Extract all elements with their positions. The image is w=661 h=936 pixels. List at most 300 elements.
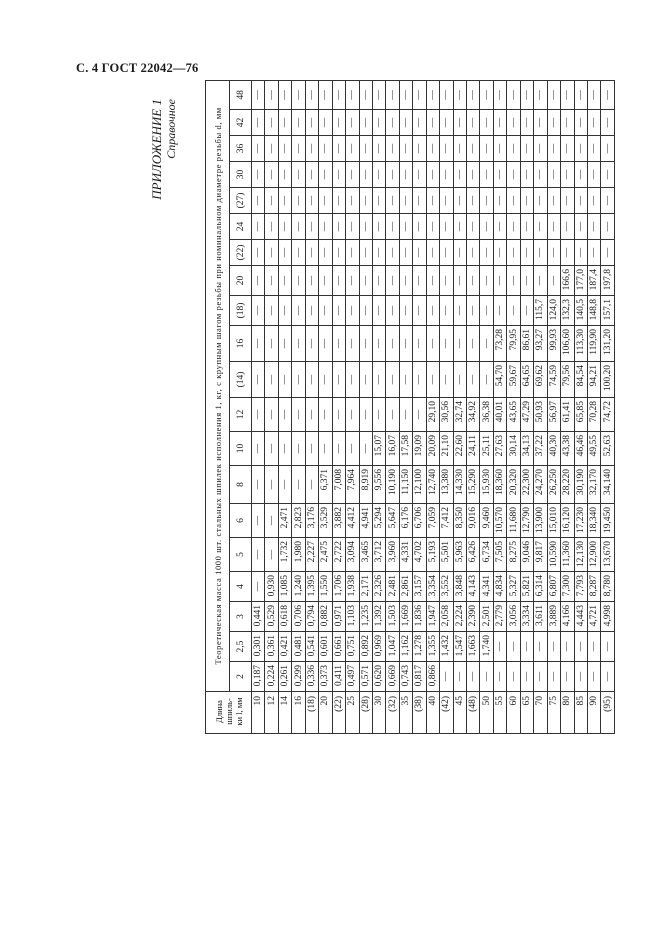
mass-cell: 1,732 bbox=[278, 538, 291, 572]
mass-cell: — bbox=[440, 80, 453, 109]
mass-cell: 0,620 bbox=[372, 662, 385, 692]
mass-cell: — bbox=[292, 188, 305, 214]
mass-cell: — bbox=[292, 466, 305, 504]
mass-cell: — bbox=[305, 296, 318, 326]
diameter-header: 4 bbox=[230, 572, 252, 602]
mass-cell: 1,235 bbox=[359, 602, 372, 632]
mass-cell: — bbox=[520, 266, 533, 296]
length-cell: (32) bbox=[386, 692, 399, 734]
mass-cell: 0,601 bbox=[319, 632, 332, 662]
appendix-subtitle: Справочное bbox=[164, 99, 178, 159]
mass-cell: — bbox=[453, 240, 466, 266]
mass-cell: — bbox=[332, 162, 345, 188]
table-row bbox=[426, 80, 439, 733]
mass-cell: — bbox=[332, 398, 345, 432]
mass-cell: 4,721 bbox=[587, 602, 600, 632]
appendix-heading bbox=[150, 99, 178, 339]
mass-cell: — bbox=[359, 296, 372, 326]
mass-cell: — bbox=[480, 136, 493, 162]
mass-cell: — bbox=[305, 188, 318, 214]
mass-cell: 11,150 bbox=[399, 466, 412, 504]
mass-cell: 1,547 bbox=[453, 632, 466, 662]
mass-cell: — bbox=[413, 240, 426, 266]
mass-span-header: Теоретическая масса 1000 шт. стальных шпилек исполнения 1, кг, с крупным шагом резьбы при номинальном диаметре резьбы d, мм bbox=[206, 80, 230, 691]
corner-line-3: ки l, мм bbox=[233, 697, 244, 726]
mass-cell: 0,751 bbox=[346, 632, 359, 662]
mass-cell: 14,330 bbox=[453, 466, 466, 504]
mass-cell: 6,314 bbox=[534, 572, 547, 602]
mass-cell: — bbox=[574, 632, 587, 662]
mass-cell: — bbox=[319, 214, 332, 240]
mass-cell: — bbox=[493, 266, 506, 296]
mass-cell: — bbox=[252, 162, 265, 188]
mass-cell: — bbox=[440, 296, 453, 326]
mass-cell: 1,103 bbox=[346, 602, 359, 632]
mass-cell: — bbox=[547, 214, 560, 240]
table-row bbox=[346, 80, 359, 733]
mass-cell: — bbox=[413, 136, 426, 162]
mass-cell: 30,190 bbox=[574, 466, 587, 504]
diameter-header: 12 bbox=[230, 398, 252, 432]
mass-cell: — bbox=[440, 326, 453, 362]
mass-cell: 0,743 bbox=[399, 662, 412, 692]
mass-cell: — bbox=[413, 80, 426, 109]
mass-cell: — bbox=[292, 432, 305, 466]
mass-cell: — bbox=[574, 240, 587, 266]
mass-cell: 157,1 bbox=[601, 296, 615, 326]
mass-cell: — bbox=[265, 188, 278, 214]
mass-cell: — bbox=[467, 188, 480, 214]
mass-cell: 1,663 bbox=[467, 632, 480, 662]
length-cell: 25 bbox=[346, 692, 359, 734]
mass-cell: 0,882 bbox=[319, 602, 332, 632]
mass-cell: — bbox=[386, 362, 399, 398]
mass-cell: 93,27 bbox=[534, 326, 547, 362]
table-row bbox=[413, 80, 426, 733]
mass-cell: 22,300 bbox=[520, 466, 533, 504]
mass-cell: — bbox=[386, 80, 399, 109]
mass-cell: 2,471 bbox=[278, 504, 291, 538]
mass-cell: — bbox=[399, 214, 412, 240]
mass-cell: 19,450 bbox=[601, 504, 615, 538]
mass-cell: — bbox=[561, 162, 574, 188]
mass-cell: — bbox=[493, 662, 506, 692]
mass-cell: — bbox=[493, 162, 506, 188]
mass-cell: 32,74 bbox=[453, 398, 466, 432]
mass-cell: — bbox=[587, 162, 600, 188]
mass-cell: — bbox=[399, 136, 412, 162]
mass-cell: — bbox=[413, 326, 426, 362]
mass-cell: — bbox=[453, 296, 466, 326]
mass-cell: — bbox=[399, 266, 412, 296]
mass-cell: — bbox=[440, 662, 453, 692]
mass-cell: — bbox=[278, 240, 291, 266]
diameter-header: 36 bbox=[230, 136, 252, 162]
mass-cell: — bbox=[587, 662, 600, 692]
mass-cell: 0,187 bbox=[252, 662, 265, 692]
mass-cell: 11,680 bbox=[507, 504, 520, 538]
mass-cell: — bbox=[399, 296, 412, 326]
mass-cell: — bbox=[278, 398, 291, 432]
mass-cell: 12,900 bbox=[587, 538, 600, 572]
mass-cell: 3,465 bbox=[359, 538, 372, 572]
mass-cell: — bbox=[346, 432, 359, 466]
mass-cell: 34,140 bbox=[601, 466, 615, 504]
diameter-header-row bbox=[230, 80, 252, 733]
mass-cell: 19,09 bbox=[413, 432, 426, 466]
mass-cell: — bbox=[520, 296, 533, 326]
mass-cell: — bbox=[265, 398, 278, 432]
table-row bbox=[467, 80, 480, 733]
mass-cell: 1,085 bbox=[278, 572, 291, 602]
length-cell: 85 bbox=[574, 692, 587, 734]
diameter-header: 2 bbox=[230, 662, 252, 692]
mass-cell: — bbox=[453, 136, 466, 162]
table-row bbox=[372, 80, 385, 733]
mass-cell: — bbox=[440, 362, 453, 398]
mass-cell: — bbox=[292, 398, 305, 432]
mass-cell: — bbox=[359, 80, 372, 109]
mass-cell: — bbox=[467, 214, 480, 240]
mass-cell: — bbox=[265, 432, 278, 466]
mass-cell: — bbox=[413, 398, 426, 432]
mass-cell: 21,10 bbox=[440, 432, 453, 466]
diameter-header: (22) bbox=[230, 240, 252, 266]
mass-cell: 74,59 bbox=[547, 362, 560, 398]
mass-cell: 16,120 bbox=[561, 504, 574, 538]
mass-cell: — bbox=[372, 326, 385, 362]
mass-cell: — bbox=[453, 266, 466, 296]
mass-cell: — bbox=[278, 162, 291, 188]
mass-cell: — bbox=[480, 188, 493, 214]
mass-cell: — bbox=[520, 240, 533, 266]
mass-cell: 1,355 bbox=[426, 632, 439, 662]
mass-cell: — bbox=[480, 214, 493, 240]
mass-cell: — bbox=[601, 214, 615, 240]
mass-cell: — bbox=[278, 432, 291, 466]
mass-cell: — bbox=[520, 188, 533, 214]
mass-cell: — bbox=[426, 136, 439, 162]
mass-cell: 8,919 bbox=[359, 466, 372, 504]
mass-cell: — bbox=[601, 136, 615, 162]
mass-cell: 1,740 bbox=[480, 632, 493, 662]
mass-cell: — bbox=[467, 162, 480, 188]
mass-cell: 11,360 bbox=[561, 538, 574, 572]
mass-table bbox=[205, 80, 615, 734]
length-cell: 30 bbox=[372, 692, 385, 734]
mass-cell: — bbox=[265, 214, 278, 240]
mass-cell: — bbox=[480, 362, 493, 398]
mass-cell: 32,170 bbox=[587, 466, 600, 504]
mass-cell: — bbox=[332, 362, 345, 398]
mass-cell: — bbox=[372, 162, 385, 188]
mass-cell: — bbox=[252, 504, 265, 538]
mass-cell: 3,611 bbox=[534, 602, 547, 632]
mass-cell: — bbox=[359, 110, 372, 136]
mass-cell: 0,361 bbox=[265, 632, 278, 662]
mass-cell: — bbox=[359, 214, 372, 240]
mass-cell: — bbox=[467, 266, 480, 296]
mass-cell: — bbox=[561, 136, 574, 162]
rotated-table-block bbox=[150, 92, 615, 734]
mass-cell: 37,22 bbox=[534, 432, 547, 466]
mass-cell: — bbox=[265, 162, 278, 188]
mass-cell: — bbox=[413, 188, 426, 214]
diameter-header: (18) bbox=[230, 296, 252, 326]
mass-cell: 56,97 bbox=[547, 398, 560, 432]
mass-cell: 0,529 bbox=[265, 602, 278, 632]
mass-cell: 2,227 bbox=[305, 538, 318, 572]
mass-cell: — bbox=[359, 188, 372, 214]
mass-cell: 1,395 bbox=[305, 572, 318, 602]
mass-cell: — bbox=[386, 240, 399, 266]
table-row bbox=[480, 80, 493, 733]
mass-cell: 34,13 bbox=[520, 432, 533, 466]
table-row bbox=[292, 80, 305, 733]
mass-cell: — bbox=[359, 240, 372, 266]
mass-cell: — bbox=[319, 432, 332, 466]
mass-cell: — bbox=[252, 326, 265, 362]
length-cell: (48) bbox=[467, 692, 480, 734]
mass-cell: — bbox=[534, 240, 547, 266]
mass-cell: 49,55 bbox=[587, 432, 600, 466]
mass-cell: 70,28 bbox=[587, 398, 600, 432]
mass-cell: 113,30 bbox=[574, 326, 587, 362]
mass-cell: 8,275 bbox=[507, 538, 520, 572]
mass-cell: — bbox=[386, 162, 399, 188]
mass-cell: 1,938 bbox=[346, 572, 359, 602]
diameter-header: 3 bbox=[230, 602, 252, 632]
mass-cell: 40,01 bbox=[493, 398, 506, 432]
mass-cell: 1,278 bbox=[413, 632, 426, 662]
mass-cell: — bbox=[467, 326, 480, 362]
mass-cell: 0,497 bbox=[346, 662, 359, 692]
mass-cell: 12,100 bbox=[413, 466, 426, 504]
mass-cell: 3,889 bbox=[547, 602, 560, 632]
mass-cell: — bbox=[426, 162, 439, 188]
mass-cell: — bbox=[319, 362, 332, 398]
mass-cell: 28,220 bbox=[561, 466, 574, 504]
mass-cell: 4,341 bbox=[480, 572, 493, 602]
mass-cell: — bbox=[265, 136, 278, 162]
mass-cell: 15,290 bbox=[467, 466, 480, 504]
mass-cell: — bbox=[413, 162, 426, 188]
mass-cell: 3,712 bbox=[372, 538, 385, 572]
mass-cell: — bbox=[292, 296, 305, 326]
mass-cell: 7,300 bbox=[561, 572, 574, 602]
mass-cell: 2,861 bbox=[399, 572, 412, 602]
mass-cell: 86,61 bbox=[520, 326, 533, 362]
table-row bbox=[265, 80, 278, 733]
mass-cell: — bbox=[359, 362, 372, 398]
length-cell: 55 bbox=[493, 692, 506, 734]
mass-cell: — bbox=[372, 80, 385, 109]
mass-cell: — bbox=[587, 632, 600, 662]
mass-cell: — bbox=[346, 240, 359, 266]
table-row bbox=[359, 80, 372, 733]
mass-cell: — bbox=[346, 326, 359, 362]
mass-cell: — bbox=[507, 188, 520, 214]
mass-cell: 16,07 bbox=[386, 432, 399, 466]
mass-cell: 30,56 bbox=[440, 398, 453, 432]
mass-cell: — bbox=[507, 662, 520, 692]
mass-cell: 6,807 bbox=[547, 572, 560, 602]
mass-cell: 1,669 bbox=[399, 602, 412, 632]
mass-cell: — bbox=[265, 326, 278, 362]
mass-cell: 1,706 bbox=[332, 572, 345, 602]
mass-cell: — bbox=[346, 162, 359, 188]
mass-cell: 84,54 bbox=[574, 362, 587, 398]
mass-cell: 20,09 bbox=[426, 432, 439, 466]
page-header: С. 4 ГОСТ 22042—76 bbox=[76, 61, 199, 75]
table-row bbox=[305, 80, 318, 733]
mass-cell: 1,503 bbox=[386, 602, 399, 632]
mass-cell: — bbox=[426, 80, 439, 109]
mass-cell: — bbox=[278, 188, 291, 214]
mass-cell: 2,722 bbox=[332, 538, 345, 572]
mass-cell: 119,90 bbox=[587, 326, 600, 362]
mass-cell: — bbox=[520, 136, 533, 162]
mass-cell: — bbox=[252, 538, 265, 572]
mass-cell: — bbox=[386, 110, 399, 136]
mass-cell: 0,892 bbox=[359, 632, 372, 662]
mass-cell: 106,60 bbox=[561, 326, 574, 362]
mass-cell: — bbox=[265, 538, 278, 572]
mass-cell: 0,301 bbox=[252, 632, 265, 662]
mass-cell: 61,41 bbox=[561, 398, 574, 432]
mass-cell: — bbox=[547, 240, 560, 266]
mass-cell: 69,62 bbox=[534, 362, 547, 398]
mass-cell: — bbox=[440, 214, 453, 240]
mass-cell: — bbox=[332, 110, 345, 136]
mass-cell: — bbox=[561, 662, 574, 692]
mass-cell: — bbox=[305, 136, 318, 162]
mass-cell: — bbox=[587, 214, 600, 240]
mass-cell: — bbox=[292, 80, 305, 109]
mass-cell: — bbox=[278, 110, 291, 136]
mass-cell: — bbox=[426, 266, 439, 296]
diameter-header: 20 bbox=[230, 266, 252, 296]
mass-cell: — bbox=[493, 110, 506, 136]
mass-cell: — bbox=[467, 296, 480, 326]
mass-cell: — bbox=[574, 162, 587, 188]
mass-cell: 26,250 bbox=[547, 466, 560, 504]
mass-cell: — bbox=[332, 240, 345, 266]
mass-cell: 187,4 bbox=[587, 266, 600, 296]
mass-cell: — bbox=[332, 80, 345, 109]
table-row bbox=[507, 80, 520, 733]
mass-cell: 74,72 bbox=[601, 398, 615, 432]
mass-cell: 2,823 bbox=[292, 504, 305, 538]
mass-cell: — bbox=[453, 188, 466, 214]
length-cell: 16 bbox=[292, 692, 305, 734]
mass-cell: — bbox=[292, 214, 305, 240]
corner-line-1: Длина bbox=[213, 700, 224, 723]
length-cell: 80 bbox=[561, 692, 574, 734]
mass-cell: 9,556 bbox=[372, 466, 385, 504]
mass-cell: — bbox=[399, 362, 412, 398]
mass-cell: — bbox=[372, 136, 385, 162]
mass-cell: — bbox=[372, 296, 385, 326]
mass-cell: — bbox=[426, 214, 439, 240]
mass-cell: 5,193 bbox=[426, 538, 439, 572]
mass-cell: 0,373 bbox=[319, 662, 332, 692]
mass-cell: — bbox=[547, 188, 560, 214]
mass-cell: 64,65 bbox=[520, 362, 533, 398]
mass-cell: 65,85 bbox=[574, 398, 587, 432]
mass-cell: — bbox=[534, 632, 547, 662]
mass-cell: 0,794 bbox=[305, 602, 318, 632]
table-row bbox=[252, 80, 265, 733]
mass-cell: 124,0 bbox=[547, 296, 560, 326]
mass-cell: 0,618 bbox=[278, 602, 291, 632]
mass-cell: 5,821 bbox=[520, 572, 533, 602]
mass-cell: 0,541 bbox=[305, 632, 318, 662]
table-row bbox=[547, 80, 560, 733]
mass-cell: — bbox=[386, 296, 399, 326]
mass-cell: 3,960 bbox=[386, 538, 399, 572]
mass-cell: 5,501 bbox=[440, 538, 453, 572]
mass-cell: — bbox=[252, 466, 265, 504]
length-cell: 75 bbox=[547, 692, 560, 734]
mass-cell: 2,171 bbox=[359, 572, 372, 602]
mass-cell: — bbox=[359, 326, 372, 362]
mass-cell: — bbox=[319, 240, 332, 266]
mass-cell: — bbox=[587, 136, 600, 162]
length-cell: 50 bbox=[480, 692, 493, 734]
mass-cell: 7,412 bbox=[440, 504, 453, 538]
mass-cell: — bbox=[305, 214, 318, 240]
mass-cell: — bbox=[332, 326, 345, 362]
length-cell: (38) bbox=[413, 692, 426, 734]
mass-cell: — bbox=[386, 398, 399, 432]
mass-cell: 0,571 bbox=[359, 662, 372, 692]
mass-cell: — bbox=[547, 632, 560, 662]
length-cell: 90 bbox=[587, 692, 600, 734]
mass-cell: 8,350 bbox=[453, 504, 466, 538]
mass-cell: — bbox=[278, 214, 291, 240]
mass-cell: — bbox=[278, 326, 291, 362]
mass-cell: — bbox=[574, 110, 587, 136]
mass-cell: 3,056 bbox=[507, 602, 520, 632]
mass-cell: — bbox=[305, 266, 318, 296]
mass-cell: — bbox=[346, 398, 359, 432]
mass-cell: 12,790 bbox=[520, 504, 533, 538]
mass-cell: — bbox=[561, 110, 574, 136]
mass-cell: — bbox=[305, 398, 318, 432]
mass-cell: — bbox=[467, 362, 480, 398]
mass-cell: — bbox=[601, 240, 615, 266]
diameter-header: 10 bbox=[230, 432, 252, 466]
mass-cell: — bbox=[561, 214, 574, 240]
mass-cell: — bbox=[305, 240, 318, 266]
mass-cell: — bbox=[346, 266, 359, 296]
mass-cell: 6,734 bbox=[480, 538, 493, 572]
mass-cell: 3,552 bbox=[440, 572, 453, 602]
mass-cell: — bbox=[332, 188, 345, 214]
mass-cell: — bbox=[426, 326, 439, 362]
mass-cell: 0,481 bbox=[292, 632, 305, 662]
mass-cell: — bbox=[453, 362, 466, 398]
mass-cell: — bbox=[265, 466, 278, 504]
mass-cell: — bbox=[305, 466, 318, 504]
mass-cell: 4,412 bbox=[346, 504, 359, 538]
mass-cell: 5,647 bbox=[386, 504, 399, 538]
mass-cell: — bbox=[265, 266, 278, 296]
mass-cell: 0,421 bbox=[278, 632, 291, 662]
diameter-header: (27) bbox=[230, 188, 252, 214]
mass-cell: 140,5 bbox=[574, 296, 587, 326]
